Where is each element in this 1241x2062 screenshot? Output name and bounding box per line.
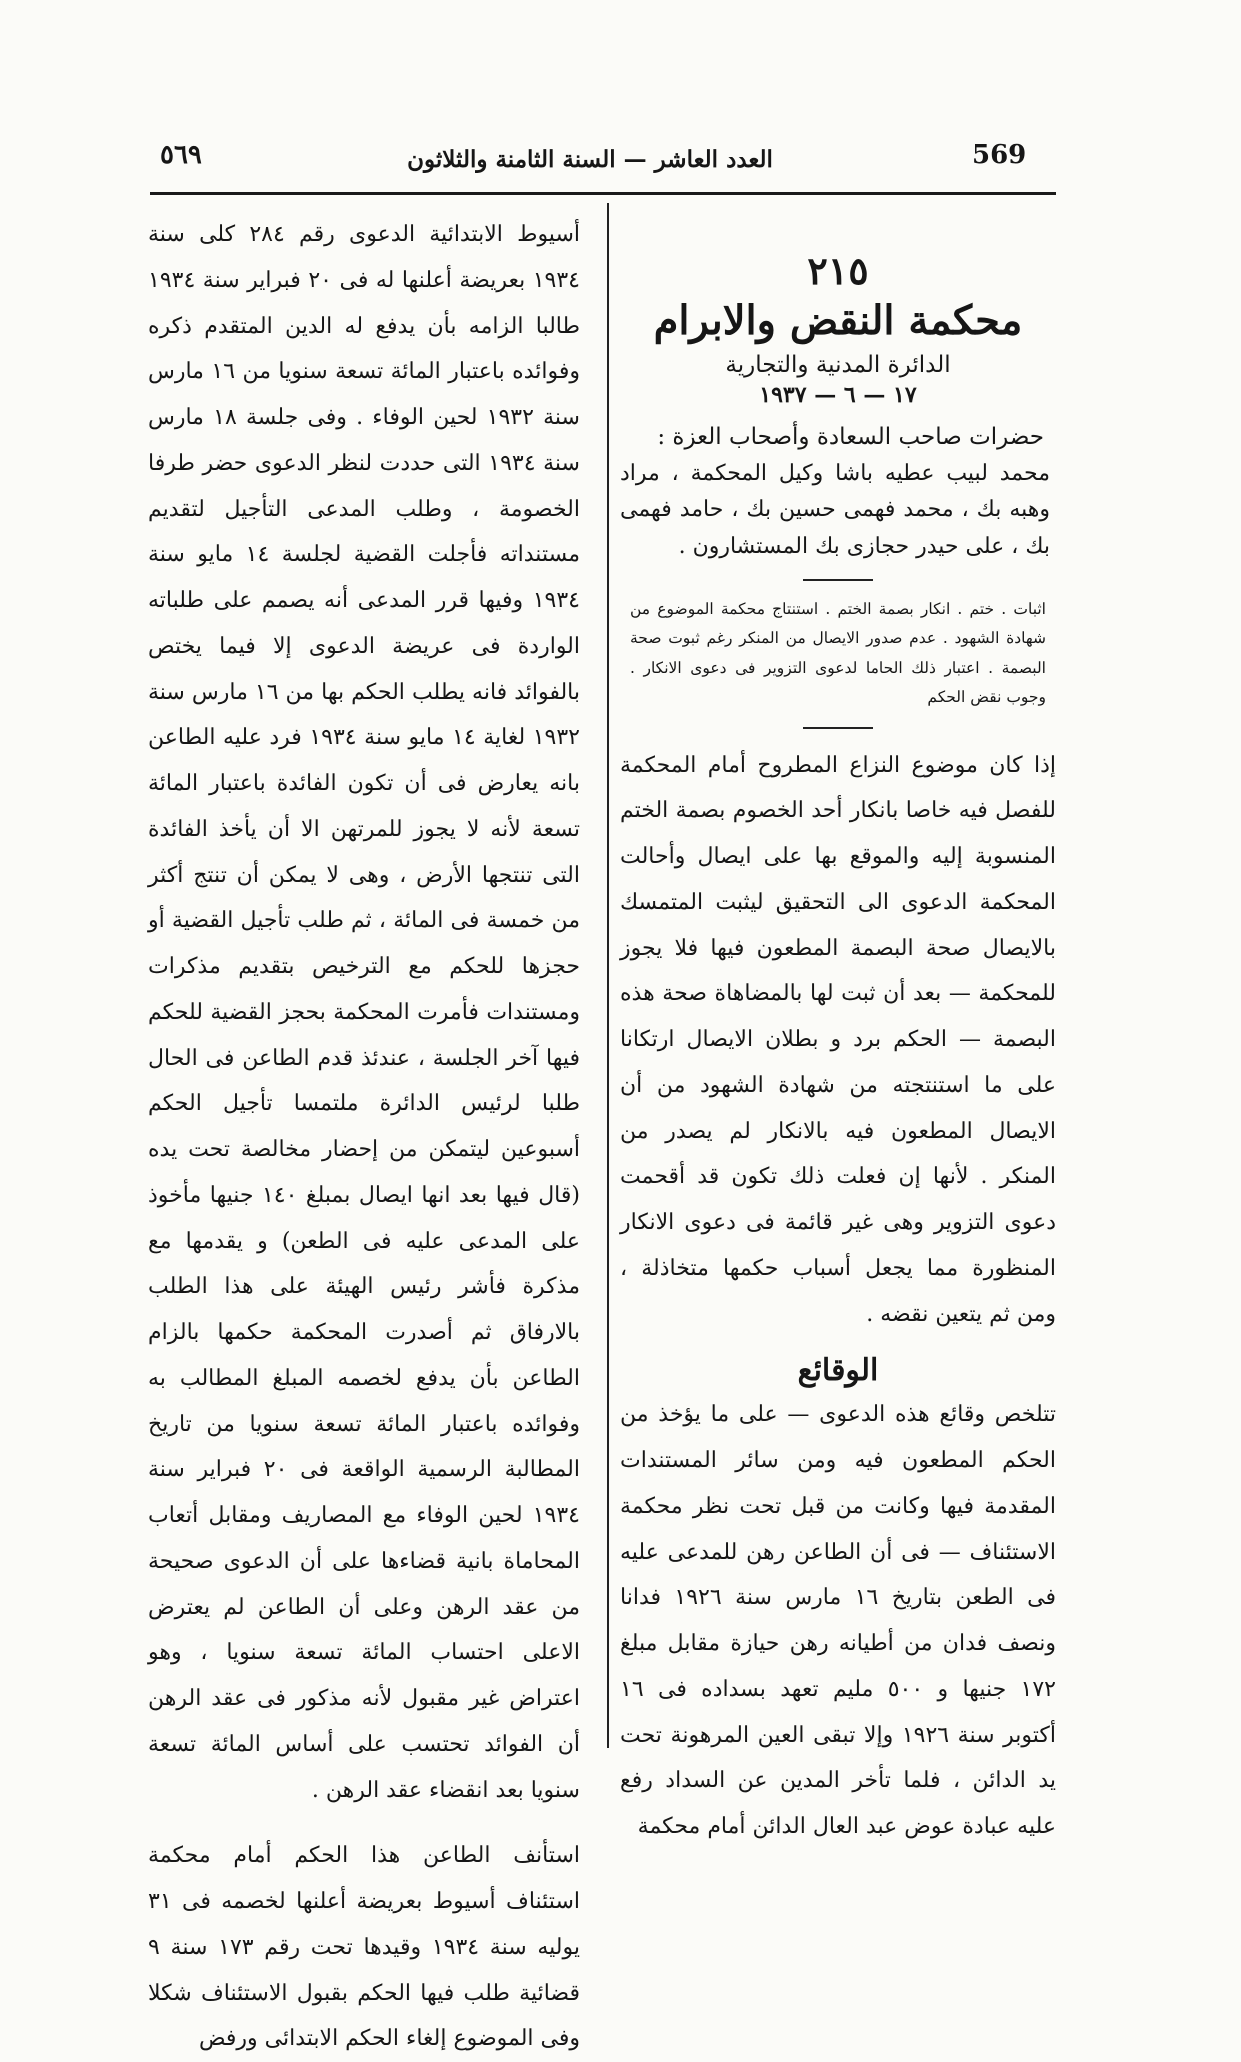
appeal-paragraph: استأنف الطاعن هذا الحكم أمام محكمة استئناف أسيوط بعريضة أعلنها لخصمه فى ٣١ يوليه سنة ١٩٣٤ وقيدها تحت رقم ١٧٣ سنة ٩ قضائية طلب فيها الحكم بقبول الاستئناف شكلا وفى الموضوع إلغاء الحكم الابتدائى ورفض: [148, 1843, 581, 2052]
case-summary: اثبات . ختم . انكار بصمة الختم . استنتاج محكمة الموضوع من شهادة الشهود . عدم صدور الايصال من المنكر رغم ثبوت صحة البصمة . اعتبار ذلك الحاما لدعوى التزوير فى دعوى الانكار . وجوب نقض الحكم: [630, 599, 1046, 707]
facts-paragraph: تتلخص وقائع هذه الدعوى — على ما يؤخذ من الحكم المطعون فيه ومن سائر المستندات المقدمة فيها وكانت من قبل تحت نظر محكمة الاستئناف — فى أن الطاعن رهن للمدعى عليه فى الطعن بتاريخ ١٦ مارس سنة ١٩٢٦ فدانا ونصف فدان من أطيانه رهن حيازة مقابل مبلغ ١٧٢ جنيها و ٥٠٠ مليم تعهد بسداده فى ١٦ أكتوبر سنة ١٩٢٦ وإلا تبقى العين المرهونة تحت يد الدائن ، فلما تأخر المدين عن السداد رفع عليه عبادة عوض عبد العال الدائن أمام محكمة: [620, 1402, 1056, 1840]
judges-intro: حضرات صاحب السعادة وأصحاب العزة :: [657, 424, 1044, 450]
facts-paragraph-continued: أسيوط الابتدائية الدعوى رقم ٢٨٤ كلى سنة ١٩٣٤ بعريضة أعلنها له فى ٢٠ فبراير سنة ١٩٣٤ طالبا الزامه بأن يدفع له الدين المتقدم ذكره وفوائده باعتبار المائة تسعة سنويا من ١٦ مارس سنة ١٩٣٢ لحين الوفاء . وفى جلسة ١٨ مارس سنة ١٩٣٤ التى حددت لنظر الدعوى حضر طرفا الخصومة ، وطلب المدعى التأجيل لتقديم مستنداته فأجلت القضية لجلسة ١٤ مايو سنة ١٩٣٤ وفيها قرر المدعى أنه يصمم على طلباته الواردة فى عريضة الدعوى إلا فيما يختص بالفوائد فانه يطلب الحكم بها من ١٦ مارس سنة ١٩٣٢ لغاية ١٤ مايو سنة ١٩٣٤ فرد عليه الطاعن بانه يعارض فى أن تكون الفائدة باعتبار المائة تسعة لأنه لا يجوز للمرتهن الا أن يأخذ الفائدة التى تنتجها الأرض ، وهى لا يمكن أن تنتج أكثر من خمسة فى المائة ، ثم طلب تأجيل القضية أو حجزها للحكم مع الترخيص بتقديم مذكرات ومستندات فأمرت المحكمة بحجز القضية للحكم فيها آخر الجلسة ، عندئذ قدم الطاعن فى الحال طلبا لرئيس الدائرة ملتمسا تأجيل الحكم أسبوعين ليتمكن من إحضار مخالصة تحت يده (قال فيها بعد انها ايصال بمبلغ ١٤٠ جنيها مأخوذ على المدعى عليه فى الطعن) و يقدمها مع مذكرة فأشر رئيس الهيئة على هذا الطلب بالارفاق ثم أصدرت المحكمة حكمها بالزام الطاعن بأن يدفع لخصمه المبلغ المطالب به وفوائده باعتبار المائة تسعة سنويا من تاريخ المطالبة الرسمية الواقعة فى ٢٠ فبراير سنة ١٩٣٤ لحين الوفاء مع المصاريف ومقابل أتعاب المحاماة بانية قضاءها على أن الدعوى صحيحة من عقد الرهن وعلى أن الطاعن لم يعترض الاعلى احتساب المائة تسعة سنويا ، وهو اعتراض غير مقبول لأنه مذكور فى عقد الرهن أن الفوائد تحتسب على أساس المائة تسعة سنويا بعد انقضاء عقد الرهن .: [148, 222, 580, 1803]
column-divider: [607, 203, 609, 1748]
legal-principle: إذا كان موضوع النزاع المطروح أمام المحكمة للفصل فيه خاصا بانكار أحد الخصوم بصمة الختم المنسوبة إليه والموقع بها على ايصال وأحالت المحكمة الدعوى الى التحقيق ليثبت المتمسك بالايصال صحة البصمة المطعون فيها فلا يجوز للمحكمة — بعد أن ثبت لها بالمضاهاة صحة هذه البصمة — الحكم برد و بطلان الايصال ارتكانا على ما استنتجته من شهادة الشهود من أن الايصال المطعون فيه بالانكار لم يصدر من المنكر . لأنها إن فعلت ذلك تكون قد أقحمت دعوى التزوير وهى غير قائمة فى دعوى الانكار المنظورة مما يجعل أسباب حكمها متخاذلة ، ومن ثم يتعين نقضه .: [620, 752, 1056, 1327]
separator-rule: [803, 727, 873, 729]
facts-heading: الوقائع: [797, 1353, 879, 1389]
page-number-latin: 569: [972, 140, 1027, 170]
judges-list: محمد لبيب عطيه باشا وكيل المحكمة ، مراد وهبه بك ، محمد فهمى حسين بك ، حامد فهمى بك ، على حيدر حجازى بك المستشارون .: [620, 461, 1050, 559]
right-column: [620, 212, 1056, 1850]
running-title: العدد العاشر — السنة الثامنة والثلاثون: [407, 146, 773, 173]
header-divider: [150, 192, 1056, 195]
separator-rule: [803, 579, 873, 581]
page-number-arabic: ٥٦٩: [160, 140, 202, 170]
judgment-date: ١٧ — ٦ — ١٩٣٧: [759, 382, 917, 408]
court-division: الدائرة المدنية والتجارية: [725, 352, 951, 378]
case-number: ٢١٥: [807, 248, 869, 293]
court-name: محكمة النقض والابرام: [653, 297, 1023, 344]
left-column: [148, 212, 580, 2062]
